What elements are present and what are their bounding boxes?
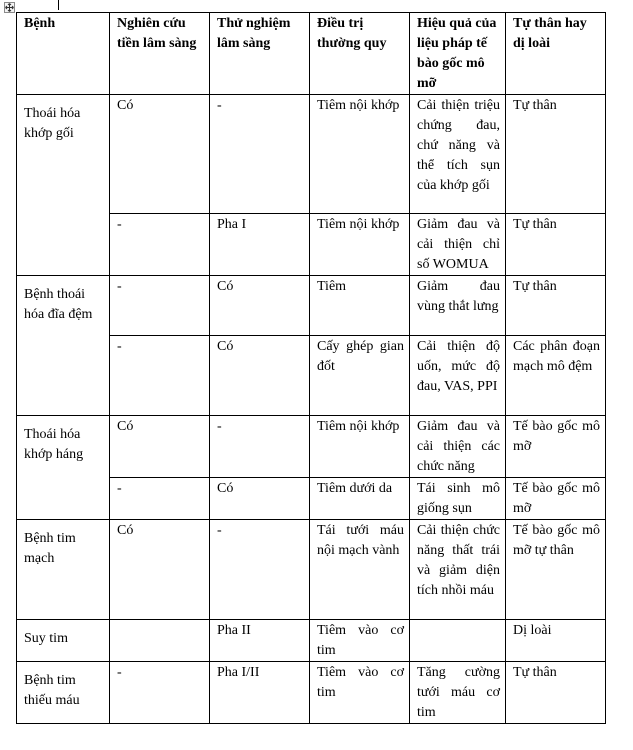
efficacy-cell: Tái sinh mô giống sụn — [410, 478, 506, 520]
efficacy-cell: Cải thiện độ uốn, mức độ đau, VAS, PPI — [410, 336, 506, 416]
stem-cell-table — [16, 12, 606, 724]
treatment-cell: Tiêm — [310, 276, 410, 336]
header-efficacy: Hiệu quả của liệu pháp tế bào gốc mô mỡ — [410, 13, 506, 95]
efficacy-cell: Giảm đau vùng thắt lưng — [410, 276, 506, 336]
preclinical-cell: - — [110, 662, 210, 724]
efficacy-cell: Giảm đau và cải thiện chỉ số WOMUA — [410, 214, 506, 276]
table-row — [17, 276, 606, 336]
treatment-cell: Tái tưới máu nội mạch vành — [310, 520, 410, 620]
origin-cell: Tế bào gốc mô mỡ — [506, 478, 606, 520]
header-disease: Bệnh — [17, 13, 110, 95]
clinical-trial-cell: - — [210, 95, 310, 214]
origin-cell: Các phân đoạn mạch mô đệm — [506, 336, 606, 416]
disease-cell: Thoái hóa khớp háng — [17, 416, 110, 520]
preclinical-cell: - — [110, 276, 210, 336]
efficacy-cell: Tăng cường tưới máu cơ tim — [410, 662, 506, 724]
preclinical-cell: - — [110, 336, 210, 416]
treatment-cell: Tiêm nội khớp — [310, 214, 410, 276]
disease-cell: Thoái hóa khớp gối — [17, 95, 110, 276]
treatment-cell: Tiêm vào cơ tim — [310, 620, 410, 662]
table-row — [17, 95, 606, 214]
preclinical-cell: Có — [110, 416, 210, 478]
clinical-trial-cell: Pha II — [210, 620, 310, 662]
header-preclinical: Nghiên cứu tiền lâm sàng — [110, 13, 210, 95]
efficacy-cell: Cải thiện triệu chứng đau, chứ năng và thể tích sụn của khớp gối — [410, 95, 506, 214]
disease-cell: Bệnh tim mạch — [17, 520, 110, 620]
header-row — [17, 13, 606, 95]
table-row — [17, 620, 606, 662]
origin-cell: Tế bào gốc mô mỡ tự thân — [506, 520, 606, 620]
clinical-trial-cell: - — [210, 416, 310, 478]
clinical-trial-cell: Pha I — [210, 214, 310, 276]
clinical-trial-cell: Có — [210, 276, 310, 336]
origin-cell: Dị loài — [506, 620, 606, 662]
disease-cell: Bệnh thoái hóa đĩa đệm — [17, 276, 110, 416]
clinical-trial-cell: Có — [210, 336, 310, 416]
efficacy-cell — [410, 620, 506, 662]
efficacy-cell: Giảm đau và cải thiện các chức năng — [410, 416, 506, 478]
origin-cell: Tự thân — [506, 276, 606, 336]
treatment-cell: Tiêm dưới da — [310, 478, 410, 520]
clinical-trial-cell: Có — [210, 478, 310, 520]
disease-cell: Suy tim — [17, 620, 110, 662]
preclinical-cell: - — [110, 214, 210, 276]
table-row — [17, 416, 606, 478]
table-move-handle[interactable] — [4, 2, 15, 13]
header-clinical-trial: Thử nghiệm lâm sàng — [210, 13, 310, 95]
treatment-cell: Tiêm nội khớp — [310, 416, 410, 478]
origin-cell: Tế bào gốc mô mỡ — [506, 416, 606, 478]
header-origin: Tự thân hay dị loài — [506, 13, 606, 95]
origin-cell: Tự thân — [506, 95, 606, 214]
preclinical-cell — [110, 620, 210, 662]
header-treatment: Điều trị thường quy — [310, 13, 410, 95]
preclinical-cell: Có — [110, 95, 210, 214]
table-row — [17, 662, 606, 724]
origin-cell: Tự thân — [506, 662, 606, 724]
clinical-trial-cell: Pha I/II — [210, 662, 310, 724]
clinical-trial-cell: - — [210, 520, 310, 620]
origin-cell: Tự thân — [506, 214, 606, 276]
text-cursor — [58, 0, 59, 10]
disease-cell: Bệnh tim thiếu máu — [17, 662, 110, 724]
efficacy-cell: Cải thiện chức năng thất trái và giảm diện tích nhồi máu — [410, 520, 506, 620]
treatment-cell: Tiêm nội khớp — [310, 95, 410, 214]
move-arrows-icon — [5, 3, 14, 12]
table-row — [17, 520, 606, 620]
preclinical-cell: - — [110, 478, 210, 520]
treatment-cell: Tiêm vào cơ tim — [310, 662, 410, 724]
preclinical-cell: Có — [110, 520, 210, 620]
treatment-cell: Cấy ghép gian đốt — [310, 336, 410, 416]
